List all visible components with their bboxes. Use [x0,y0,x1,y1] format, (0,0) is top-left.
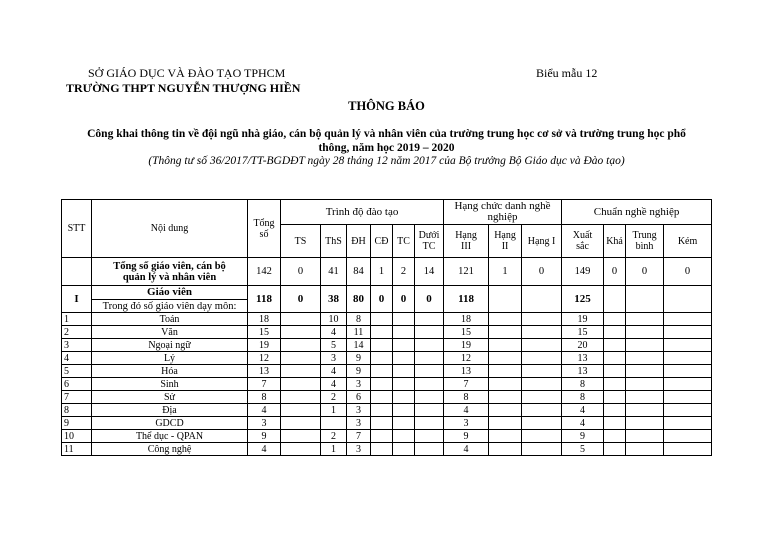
col-header-tc: TC [393,225,415,258]
subject-value-cell [371,443,393,456]
subject-value-cell [281,326,321,339]
col-header-ts: TS [281,225,321,258]
subject-value-cell [604,391,626,404]
col-header-rank2 [489,225,522,258]
subject-value-cell [393,378,415,391]
subject-value-cell: 3 [248,417,281,430]
subject-value-cell: 9 [562,430,604,443]
subject-value-cell: 5 [321,339,347,352]
subject-value-cell [489,326,522,339]
col-header-excellent [562,225,604,258]
subject-value-cell [393,365,415,378]
subject-value-cell [664,391,712,404]
subject-name: Toán [92,313,248,326]
teacher-value-cell: 118 [444,286,489,313]
subject-stt: 9 [62,417,92,430]
teacher-value-cell: 38 [321,286,347,313]
subject-value-cell [522,443,562,456]
subject-value-cell [371,430,393,443]
col-header-rank3 [444,225,489,258]
total-header-line1: Tổng [253,217,275,229]
subject-name: Ngoại ngữ [92,339,248,352]
subject-stt: 1 [62,313,92,326]
subject-value-cell [415,352,444,365]
subject-stt: 2 [62,326,92,339]
teacher-row [62,286,712,300]
excellent-line1: Xuất [572,230,593,241]
col-header-content: Nội dung [92,200,248,258]
subject-name: Lý [92,352,248,365]
subject-value-cell [522,326,562,339]
subject-value-cell [604,404,626,417]
subject-value-cell [371,326,393,339]
subject-value-cell [371,365,393,378]
document-subtitle-line2: thông, năm học 2019 – 2020 [318,142,455,154]
teacher-value-cell [626,286,664,313]
subject-value-cell: 19 [444,339,489,352]
document-title: THÔNG BÁO [348,99,425,113]
excellent-line2: sắc [576,241,589,252]
subject-value-cell [626,391,664,404]
subject-value-cell [626,430,664,443]
subject-value-cell [604,339,626,352]
subject-value-cell [415,404,444,417]
subject-value-cell [522,417,562,430]
subject-value-cell [604,326,626,339]
subject-value-cell [281,339,321,352]
teacher-value-cell [604,286,626,313]
total-value-cell: 0 [281,258,321,286]
teacher-value-cell: 80 [347,286,371,313]
subject-value-cell [489,417,522,430]
rank2-line1: Hạng [494,230,516,241]
subject-row [62,365,712,378]
total-value-cell: 0 [604,258,626,286]
subject-value-cell [415,417,444,430]
subject-value-cell [626,378,664,391]
col-group-education: Trình độ đào tạo [281,200,444,225]
subject-value-cell: 7 [444,378,489,391]
total-label-line1: Tổng số giáo viên, cán bộ [113,260,226,272]
total-label [92,258,248,286]
subject-value-cell [393,404,415,417]
subject-value-cell: 8 [562,378,604,391]
total-value-cell: 1 [489,258,522,286]
subject-value-cell [522,404,562,417]
subject-value-cell: 3 [347,404,371,417]
subject-value-cell [664,443,712,456]
subject-value-cell [415,430,444,443]
subject-stt: 6 [62,378,92,391]
subject-value-cell [281,430,321,443]
legal-reference-note: (Thông tư số 36/2017/TT-BGDĐT ngày 28 tháng 12 năm 2017 của Bộ trưởng Bộ Giáo dục và Đào tạo) [148,155,625,167]
subject-value-cell: 12 [444,352,489,365]
teacher-value-cell: 0 [415,286,444,313]
total-value-cell: 1 [371,258,393,286]
subject-stt: 4 [62,352,92,365]
subject-value-cell: 14 [347,339,371,352]
rank3-line1: Hạng [455,230,477,241]
department-name: SỞ GIÁO DỤC VÀ ĐÀO TẠO TPHCM [88,66,286,80]
col-header-weak: Kém [664,225,712,258]
subject-row [62,378,712,391]
subject-value-cell [626,326,664,339]
subject-value-cell: 10 [321,313,347,326]
total-value-cell: 2 [393,258,415,286]
subject-value-cell [604,417,626,430]
subject-row [62,417,712,430]
average-line2: bình [635,241,654,252]
subject-value-cell: 4 [321,365,347,378]
below-tc-line1: Dưới [418,230,440,241]
subject-value-cell [604,352,626,365]
subject-value-cell [626,404,664,417]
subject-value-cell [393,417,415,430]
subject-name: Địa [92,404,248,417]
subject-value-cell [522,430,562,443]
subject-value-cell [626,443,664,456]
subject-value-cell: 12 [248,352,281,365]
subject-value-cell: 20 [562,339,604,352]
subject-value-cell: 13 [562,352,604,365]
subject-value-cell: 9 [444,430,489,443]
subject-value-cell [664,417,712,430]
subject-value-cell: 1 [321,404,347,417]
subject-value-cell: 13 [444,365,489,378]
subject-value-cell: 8 [562,391,604,404]
subject-value-cell: 18 [444,313,489,326]
total-value-cell: 41 [321,258,347,286]
subject-value-cell [393,430,415,443]
subject-value-cell: 13 [562,365,604,378]
subject-value-cell [281,417,321,430]
teacher-label: Giáo viên [92,286,248,300]
subject-value-cell [489,430,522,443]
col-header-dh: ĐH [347,225,371,258]
subject-value-cell [626,352,664,365]
subject-value-cell [489,404,522,417]
subject-value-cell: 8 [248,391,281,404]
subject-value-cell [393,313,415,326]
total-value-cell: 0 [522,258,562,286]
subject-value-cell [371,352,393,365]
subject-value-cell [415,313,444,326]
subject-value-cell: 4 [248,443,281,456]
subject-value-cell [626,365,664,378]
document-subtitle-line1: Công khai thông tin về đội ngũ nhà giáo, cán bộ quản lý và nhân viên của trường trung học cơ sở và trường trung học phổ [87,128,686,140]
subject-value-cell [371,313,393,326]
form-label: Biểu mẫu 12 [536,66,598,80]
subject-name: Hóa [92,365,248,378]
total-header-line2: số [259,228,269,240]
subject-name: Thể dục - QPAN [92,430,248,443]
subject-value-cell [664,313,712,326]
subject-value-cell [522,313,562,326]
subject-stt: 7 [62,391,92,404]
subject-value-cell [489,443,522,456]
subject-value-cell [393,339,415,352]
average-line1: Trung [632,230,657,241]
subject-value-cell [489,391,522,404]
subject-value-cell [522,352,562,365]
subject-value-cell: 7 [248,378,281,391]
total-value-cell: 14 [415,258,444,286]
staff-statistics-table [61,199,712,456]
subject-value-cell: 18 [248,313,281,326]
subject-stt: 5 [62,365,92,378]
total-value-cell: 0 [664,258,712,286]
subject-value-cell [415,391,444,404]
subject-value-cell [281,443,321,456]
subject-value-cell [371,391,393,404]
col-header-below-tc [415,225,444,258]
subject-value-cell: 2 [321,430,347,443]
header-row-1 [62,200,712,225]
subject-value-cell [604,443,626,456]
subject-value-cell [604,378,626,391]
subject-value-cell [415,378,444,391]
below-tc-line2: TC [422,241,436,252]
subject-row [62,443,712,456]
subject-value-cell [393,326,415,339]
subject-name: GDCD [92,417,248,430]
teacher-stt: I [62,286,92,313]
subject-value-cell: 4 [444,443,489,456]
rank-header-line2: nghiệp [487,211,518,223]
subject-value-cell [522,391,562,404]
col-header-stt: STT [62,200,92,258]
subject-value-cell [664,339,712,352]
total-value-cell: 121 [444,258,489,286]
subject-value-cell [489,313,522,326]
subject-value-cell [626,313,664,326]
teacher-value-cell [489,286,522,313]
subject-row [62,313,712,326]
subject-value-cell: 3 [347,378,371,391]
subject-value-cell [371,417,393,430]
subject-value-cell: 4 [562,404,604,417]
subject-row [62,404,712,417]
subject-value-cell [415,365,444,378]
subject-value-cell [371,404,393,417]
teacher-value-cell: 0 [393,286,415,313]
subject-value-cell: 4 [321,326,347,339]
subject-value-cell: 13 [248,365,281,378]
school-name: TRƯỜNG THPT NGUYỄN THƯỢNG HIỀN [66,81,301,95]
teacher-value-cell: 118 [248,286,281,313]
subject-name: Công nghệ [92,443,248,456]
total-stt-cell [62,258,92,286]
subject-value-cell [522,339,562,352]
col-group-rank [444,200,562,225]
subject-value-cell [281,378,321,391]
teacher-value-cell [522,286,562,313]
subject-row [62,326,712,339]
subject-value-cell: 3 [444,417,489,430]
subject-value-cell: 6 [347,391,371,404]
subject-value-cell: 8 [444,391,489,404]
subject-name: Sinh [92,378,248,391]
teacher-value-cell: 125 [562,286,604,313]
subject-value-cell: 5 [562,443,604,456]
total-value-cell: 0 [626,258,664,286]
col-group-standard: Chuẩn nghề nghiệp [562,200,712,225]
subject-value-cell [393,391,415,404]
subject-value-cell [371,339,393,352]
subject-row [62,391,712,404]
subject-value-cell [281,404,321,417]
subject-value-cell [522,365,562,378]
subject-value-cell [626,417,664,430]
teacher-value-cell: 0 [281,286,321,313]
subject-value-cell [281,391,321,404]
subject-value-cell [281,352,321,365]
rank2-line2: II [501,241,509,252]
subject-value-cell [415,326,444,339]
subject-caption: Trong đó số giáo viên dạy môn: [92,300,248,313]
col-header-ths: ThS [321,225,347,258]
subject-value-cell: 4 [248,404,281,417]
subject-value-cell: 9 [347,365,371,378]
subject-value-cell: 9 [347,352,371,365]
col-header-total [248,200,281,258]
subject-value-cell [664,404,712,417]
subject-value-cell: 4 [321,378,347,391]
subject-name: Văn [92,326,248,339]
subject-value-cell: 9 [248,430,281,443]
subject-row [62,339,712,352]
subject-row [62,430,712,443]
subject-value-cell: 11 [347,326,371,339]
subject-value-cell [522,378,562,391]
subject-value-cell [489,378,522,391]
subject-value-cell [281,365,321,378]
subject-value-cell: 15 [562,326,604,339]
subject-value-cell: 19 [562,313,604,326]
subject-value-cell [281,313,321,326]
subject-value-cell [664,352,712,365]
subject-stt: 8 [62,404,92,417]
subject-value-cell [626,339,664,352]
col-header-average [626,225,664,258]
subject-stt: 10 [62,430,92,443]
subject-value-cell [321,417,347,430]
subject-stt: 3 [62,339,92,352]
subject-value-cell: 4 [444,404,489,417]
rank-header-line1: Hạng chức danh nghề [454,200,551,212]
subject-value-cell: 15 [444,326,489,339]
total-label-line2: quản lý và nhân viên [122,271,217,283]
subject-value-cell: 1 [321,443,347,456]
total-value-cell: 149 [562,258,604,286]
total-value-cell: 84 [347,258,371,286]
subject-value-cell [664,430,712,443]
subject-value-cell [393,352,415,365]
subject-value-cell [664,378,712,391]
teacher-value-cell: 0 [371,286,393,313]
subject-value-cell: 19 [248,339,281,352]
subject-value-cell: 3 [321,352,347,365]
subject-value-cell: 2 [321,391,347,404]
subject-value-cell [604,365,626,378]
subject-value-cell [604,430,626,443]
subject-value-cell [489,339,522,352]
subject-value-cell [489,352,522,365]
subject-value-cell: 3 [347,443,371,456]
subject-value-cell [664,365,712,378]
subject-value-cell [604,313,626,326]
teacher-value-cell [664,286,712,313]
subject-value-cell [415,339,444,352]
subject-value-cell [415,443,444,456]
subject-value-cell: 3 [347,417,371,430]
subject-name: Sử [92,391,248,404]
col-header-rank1: Hạng I [522,225,562,258]
subject-value-cell: 7 [347,430,371,443]
subject-value-cell [393,443,415,456]
subject-value-cell [489,365,522,378]
subject-value-cell: 15 [248,326,281,339]
col-header-cd: CĐ [371,225,393,258]
subject-value-cell [664,326,712,339]
subject-value-cell: 8 [347,313,371,326]
rank3-line2: III [461,241,472,252]
subject-value-cell: 4 [562,417,604,430]
subject-value-cell [371,378,393,391]
col-header-good: Khá [604,225,626,258]
subject-row [62,352,712,365]
subject-stt: 11 [62,443,92,456]
total-row [62,258,712,286]
total-value-cell: 142 [248,258,281,286]
